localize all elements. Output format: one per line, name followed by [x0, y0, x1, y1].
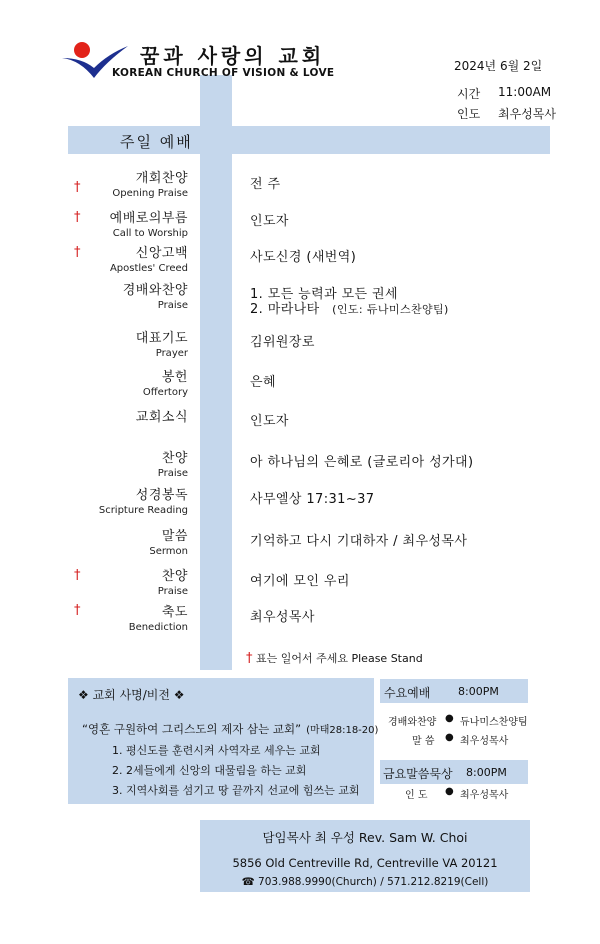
- order-item-label: [110, 211, 188, 241]
- item-ko: 예배로의부름: [109, 211, 188, 226]
- order-item-label: [99, 488, 188, 518]
- time-label: 시간: [457, 87, 481, 101]
- footer-address: 5856 Old Centreville Rd, Centreville VA 20121: [232, 856, 498, 870]
- order-item-label: [129, 605, 188, 635]
- item-en: Scripture Reading: [98, 505, 188, 516]
- item-ko: 찬양: [161, 569, 188, 584]
- stand-note: [246, 650, 423, 666]
- item-en: Praise: [157, 586, 188, 597]
- service-date: 2024년 6월 2일: [454, 59, 543, 73]
- mission-quote-line: [82, 718, 378, 737]
- order-item-label: [149, 529, 188, 559]
- order-item-value: 인도자: [250, 214, 289, 229]
- item-ko: 교회소식: [135, 410, 188, 425]
- item-ko: 축도: [161, 605, 188, 620]
- wednesday-row-value: 최우성목사: [460, 736, 509, 747]
- stand-marker: †: [74, 245, 81, 260]
- wednesday-row-label: 말 씀: [412, 736, 435, 747]
- order-item-value: 인도자: [250, 414, 289, 429]
- footer-phone: ☎ 703.988.9990(Church) / 571.212.8219(Cell): [241, 876, 489, 888]
- mission-quote-ref: (마태28:18-20): [306, 725, 379, 736]
- mission-title-box: [72, 681, 202, 705]
- item-en: Offertory: [142, 387, 188, 398]
- church-name-ko: 꿈과 사랑의 교회: [140, 44, 326, 68]
- mission-item: 3. 지역사회를 섬기고 땅 끝까지 선교에 힘쓰는 교회: [112, 784, 360, 797]
- stand-note-text: 표는 일어서 주세요 Please Stand: [256, 652, 423, 665]
- item-en: Opening Praise: [112, 188, 188, 199]
- order-item-value: 사무엘상 17:31~37: [250, 492, 375, 507]
- item-value2-note: (인도: 듀나미스찬양팀): [332, 303, 449, 316]
- item-ko: 개회찬양: [135, 171, 188, 186]
- wednesday-time: 8:00PM: [458, 685, 499, 698]
- friday-row-label: 인 도: [405, 790, 428, 801]
- order-item-label: [112, 171, 188, 201]
- order-item-label: [136, 410, 188, 425]
- mission-item: 2. 2세들에게 신앙의 대물림을 하는 교회: [112, 764, 307, 777]
- leader-value: 최우성목사: [498, 107, 556, 121]
- wednesday-row-label: 경배와찬양: [388, 717, 437, 728]
- friday-title: 금요말씀묵상: [383, 767, 453, 781]
- order-item-label: [158, 451, 188, 481]
- stand-note-cross: †: [246, 651, 253, 666]
- item-ko: 성경봉독: [135, 488, 188, 503]
- item-en: Praise: [157, 468, 188, 479]
- item-ko: 찬양: [161, 451, 188, 466]
- item-ko: 신앙고백: [135, 246, 188, 261]
- friday-time: 8:00PM: [466, 766, 507, 779]
- friday-row-value: 최우성목사: [460, 790, 509, 801]
- order-item-value: 아 하나님의 은혜로 (글로리아 성가대): [250, 455, 474, 470]
- order-item-value-2: [250, 298, 449, 317]
- order-item-value: 여기에 모인 우리: [250, 574, 350, 589]
- item-en: Call to Worship: [112, 228, 188, 239]
- order-item-value: 은혜: [250, 375, 276, 390]
- item-en: Praise: [157, 300, 188, 311]
- church-name-en: KOREAN CHURCH OF VISION & LOVE: [112, 67, 335, 79]
- order-item-value: 1. 모든 능력과 모든 권세: [250, 287, 398, 302]
- order-item-value: 전 주: [250, 177, 281, 192]
- bullet-icon: ●: [445, 732, 454, 743]
- stand-marker: †: [74, 210, 81, 225]
- service-title: 주일 예배: [120, 133, 193, 151]
- order-item-label: [123, 283, 188, 313]
- item-en: Apostles' Creed: [109, 263, 188, 274]
- mission-quote: “영혼 구원하여 그리스도의 제자 삼는 교회”: [82, 722, 302, 736]
- order-item-label: [110, 246, 188, 276]
- wednesday-row-value: 듀나미스찬양팀: [460, 717, 528, 728]
- item-ko: 대표기도: [135, 331, 188, 346]
- item-en: Prayer: [155, 348, 188, 359]
- order-item-value: 사도신경 (새번역): [250, 250, 357, 265]
- footer-pastor: 담임목사 최 우성 Rev. Sam W. Choi: [262, 830, 468, 845]
- item-en: Sermon: [149, 546, 188, 557]
- leader-label: 인도: [457, 107, 481, 121]
- item-ko: 봉헌: [161, 370, 188, 385]
- mission-item: 1. 평신도를 훈련시켜 사역자로 세우는 교회: [112, 744, 321, 757]
- order-item-label: [158, 569, 188, 599]
- item-value2: 2. 마라나타: [250, 302, 320, 317]
- bullet-icon: ●: [445, 713, 454, 724]
- order-item-value: 최우성목사: [250, 610, 315, 625]
- order-item-label: [136, 331, 188, 361]
- time-value: 11:00AM: [498, 85, 552, 99]
- vertical-bar: [200, 75, 232, 670]
- stand-marker: †: [74, 568, 81, 583]
- item-ko: 경배와찬양: [122, 283, 188, 298]
- wednesday-title: 수요예배: [384, 686, 431, 700]
- order-item-label: [143, 370, 188, 400]
- order-item-value: 김위원장로: [250, 335, 315, 350]
- bullet-icon: ●: [445, 786, 454, 797]
- order-item-value: 기억하고 다시 기대하자 / 최우성목사: [250, 534, 468, 549]
- item-ko: 말씀: [161, 529, 188, 544]
- stand-marker: †: [74, 180, 81, 195]
- stand-marker: †: [74, 603, 81, 618]
- item-en: Benediction: [128, 622, 188, 633]
- mission-title: ❖ 교회 사명/비전 ❖: [78, 688, 185, 702]
